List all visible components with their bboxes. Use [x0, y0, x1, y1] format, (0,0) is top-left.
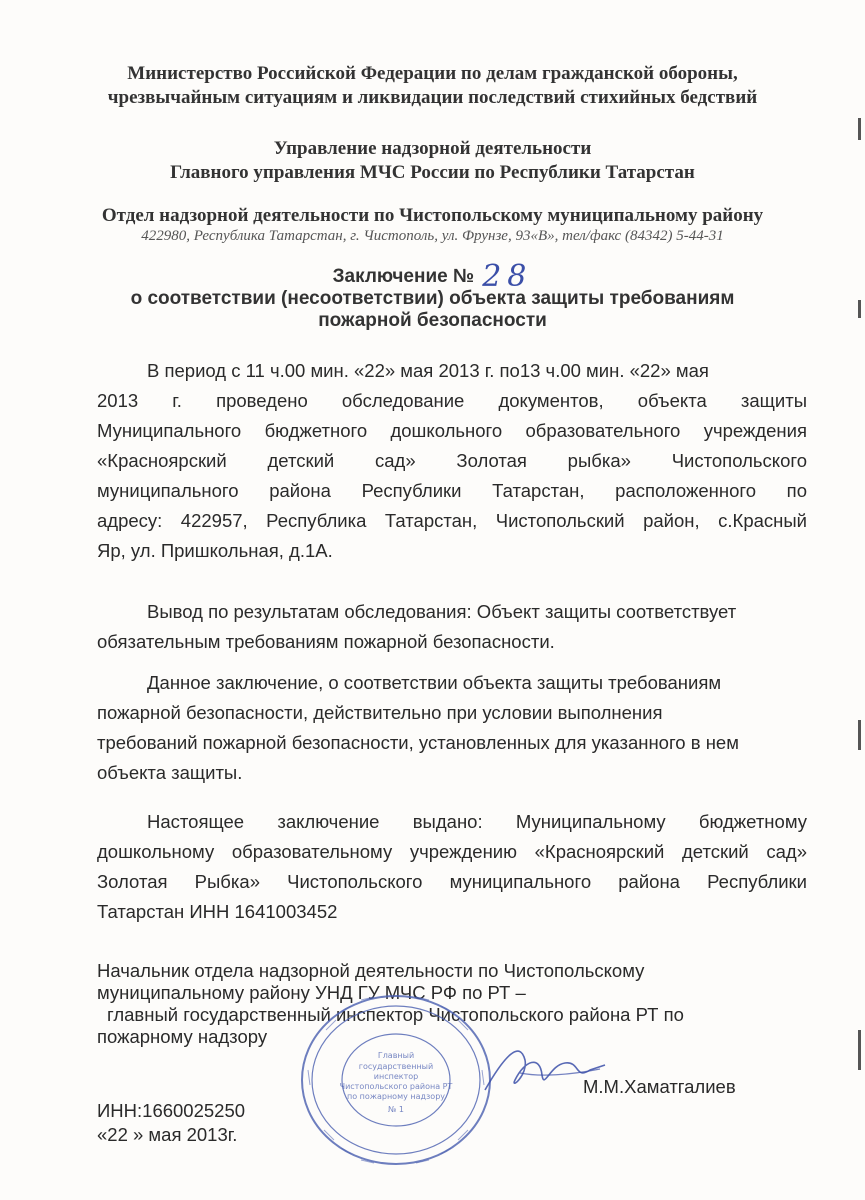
svg-text:государственный: государственный [358, 1062, 434, 1071]
title-line-1 [60, 259, 805, 294]
ministry-line-2: чрезвычайным ситуациям и ликвидации последствий стихийных бедствий [107, 87, 758, 108]
department-header [60, 137, 805, 185]
text-line: Татарстан ИНН 1641003452 [97, 901, 338, 922]
office-header: Отдел надзорной деятельности по Чистопольскому муниципальному району [101, 205, 764, 226]
text-line: Данное заключение, о соответствии объекта защиты требованиям [147, 672, 722, 693]
scan-edge-mark [858, 1030, 861, 1070]
department-line-1: Управление надзорной деятельности [273, 138, 592, 159]
scan-edge-mark [858, 720, 861, 750]
text-line: Яр, ул. Пришкольная, д.1А. [97, 540, 333, 561]
conclusion-number: 28 [482, 259, 533, 294]
title-line-2: о соответствии (несоответствии) объекта защиты требованиям [130, 288, 735, 309]
text-line: требований пожарной безопасности, установленных для указанного в нем [97, 732, 739, 753]
document-title [60, 259, 805, 332]
signer-name: М.М.Хаматгалиев [583, 1076, 736, 1097]
official-stamp [296, 990, 496, 1170]
svg-text:по пожарному надзору: по пожарному надзору [346, 1092, 446, 1101]
text-line: пожарной безопасности, действительно при условии выполнения [97, 702, 663, 723]
text-line: дошкольному образовательному учреждению «Красноярский детский сад» [97, 841, 807, 862]
svg-text:инспектор: инспектор [373, 1072, 419, 1081]
paragraph-validity [97, 668, 807, 788]
ministry-header [60, 62, 805, 110]
signatory-line-3: главный государственный инспектор Чистопольского района РТ по [107, 1004, 684, 1025]
text-line: «Красноярский детский сад» Золотая рыбка» Чистопольского [97, 450, 807, 471]
paragraph-inspection-period [97, 356, 807, 566]
title-line-3: пожарной безопасности [318, 310, 547, 331]
inn-number: ИНН:1660025250 [97, 1100, 246, 1121]
office-address: 422980, Республика Татарстан, г. Чистополь, ул. Фрунзе, 93«В», тел/факс (84342) 5-44-31 [141, 228, 724, 244]
paragraph-issued-to [97, 807, 807, 927]
text-line: 2013 г. проведено обследование документов, объекта защиты [97, 390, 807, 411]
text-line: адресу: 422957, Республика Татарстан, Чистопольский район, с.Красный [97, 510, 807, 531]
title-label: Заключение № [332, 266, 475, 287]
signatory-line-1: Начальник отдела надзорной деятельности по Чистопольскому [97, 960, 645, 981]
document-date: «22 » мая 2013г. [97, 1124, 238, 1145]
signatory-line-2: муниципальному району УНД ГУ МЧС РФ по РТ – [97, 982, 526, 1003]
text-line: В период с 11 ч.00 мин. «22» мая 2013 г. по13 ч.00 мин. «22» мая [147, 360, 709, 381]
text-line: муниципального района Республики Татарстан, расположенного по [97, 480, 807, 501]
scan-edge-mark [858, 118, 861, 140]
svg-text:Главный: Главный [377, 1051, 415, 1060]
department-line-2: Главного управления МЧС России по Республики Татарстан [170, 162, 695, 183]
text-line: Золотая Рыбка» Чистопольского муниципального района Республики [97, 871, 807, 892]
text-line: обязательным требованиям пожарной безопасности. [97, 631, 555, 652]
svg-text:№ 1: № 1 [388, 1105, 404, 1114]
ministry-line-1: Министерство Российской Федерации по делам гражданской обороны, [127, 63, 738, 84]
svg-text:Чистопольского района РТ: Чистопольского района РТ [339, 1082, 453, 1091]
paragraph-conclusion [97, 597, 807, 657]
signatory-line-4: пожарному надзору [97, 1026, 268, 1047]
text-line: Вывод по результатам обследования: Объект защиты соответствует [147, 601, 737, 622]
scan-edge-mark [858, 300, 861, 318]
text-line: объекта защиты. [97, 762, 243, 783]
text-line: Настоящее заключение выдано: Муниципальному бюджетному [147, 811, 807, 832]
text-line: Муниципального бюджетного дошкольного образовательного учреждения [97, 420, 807, 441]
